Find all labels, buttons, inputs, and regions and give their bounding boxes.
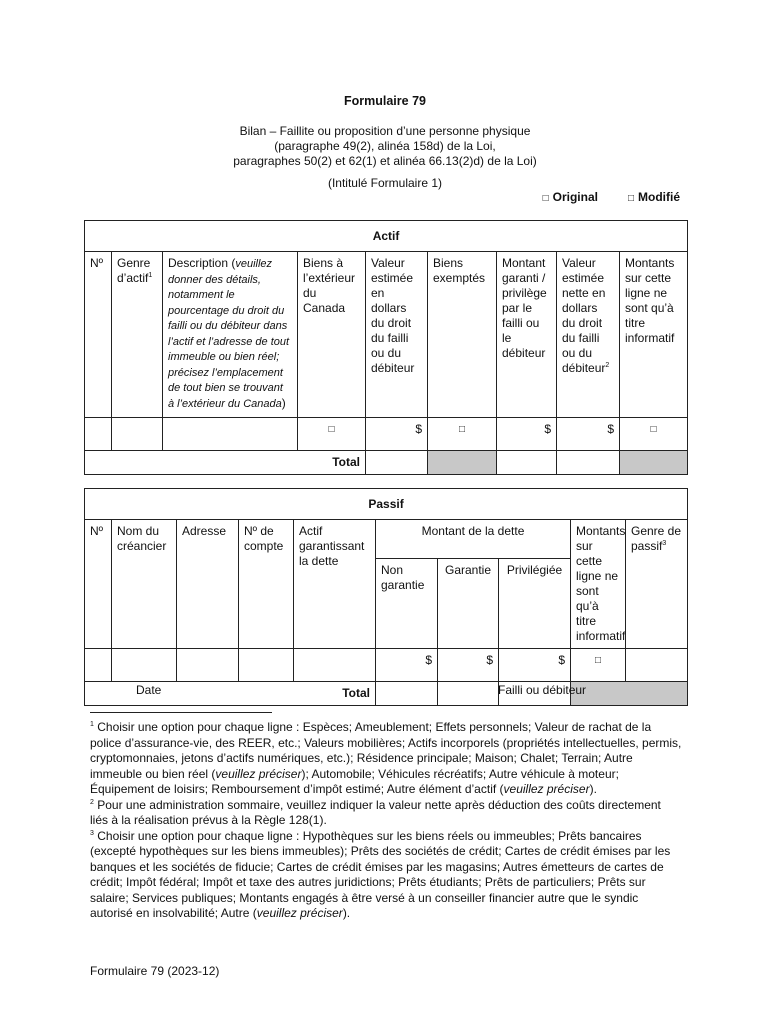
- passif-total-shaded: [571, 682, 688, 706]
- form-title: Formulaire 79: [344, 94, 426, 108]
- passif-header-no: Nº: [85, 520, 112, 649]
- actif-cell-montant-garanti[interactable]: $: [497, 418, 557, 451]
- footnote-2-text: Pour une administration sommaire, veuillez indiquer la valeur nette après déduction des coûts directement liés à la réalisation prévus à la Règle 128(1).: [90, 797, 661, 827]
- footnote-3-text-b: ).: [342, 906, 351, 920]
- actif-total-label: Total: [85, 451, 366, 475]
- original-label: Original: [552, 190, 598, 204]
- actif-header-exemptes: Biens exemptés: [428, 252, 497, 418]
- passif-cell-non-garantie[interactable]: $: [376, 649, 438, 682]
- footnote-ref-2: 2: [605, 362, 610, 369]
- passif-header-montant-dette: Montant de la dette: [376, 520, 571, 559]
- footnote-3-number: 3: [90, 829, 94, 837]
- actif-header-valeur-nette: [557, 252, 620, 418]
- footnote-1-text-c: ).: [589, 782, 597, 796]
- actif-total-valeur-nette[interactable]: [557, 451, 620, 475]
- modifie-option[interactable]: [628, 190, 680, 204]
- failli-signature-line[interactable]: [454, 681, 663, 682]
- failli-label: Failli ou débiteur: [498, 683, 587, 697]
- footnotes: [90, 720, 682, 922]
- version-checkboxes: [543, 190, 680, 204]
- footnote-1-number: 1: [90, 721, 94, 728]
- desc-close: ): [281, 395, 286, 410]
- footnote-separator: [90, 712, 272, 713]
- modifie-checkbox[interactable]: □: [627, 193, 634, 204]
- passif-cell-nom[interactable]: [112, 649, 177, 682]
- actif-cell-valeur-nette[interactable]: $: [557, 418, 620, 451]
- footnote-1: [90, 720, 682, 798]
- actif-header-informatif: Montants sur cette ligne ne sont qu’à titre informatif: [620, 252, 688, 418]
- desc-italic: veuillez donner des détails, notamment le pourcentage du droit du failli ou du débiteur dans l’actif et l’adresse de tout immeuble ou bien réel; précisez l’emplacement de tout bien se trouvant à l’extérieur du Canada: [168, 258, 290, 410]
- footnote-3: [90, 829, 682, 922]
- passif-header-actif-garantissant: Actif garantissant la dette: [294, 520, 376, 649]
- actif-cell-no[interactable]: [85, 418, 112, 451]
- original-checkbox[interactable]: □: [542, 193, 549, 204]
- actif-cell-informatif-checkbox[interactable]: □: [620, 418, 688, 451]
- actif-header-genre: [112, 252, 163, 418]
- subtitle-line-3: paragraphes 50(2) et 62(1) et alinéa 66.13(2)d) de la Loi): [233, 154, 537, 168]
- passif-cell-compte[interactable]: [239, 649, 294, 682]
- footnote-2: [90, 798, 682, 829]
- actif-cell-exterieur-checkbox[interactable]: □: [298, 418, 366, 451]
- actif-header-genre-text: Genre d’actif: [117, 256, 151, 285]
- passif-cell-adresse[interactable]: [177, 649, 239, 682]
- passif-header-non-garantie: Non garantie: [376, 559, 438, 649]
- actif-cell-description[interactable]: [163, 418, 298, 451]
- passif-total-garantie[interactable]: [438, 682, 499, 706]
- footnote-3-text-a: Choisir une option pour chaque ligne : Hypothèques sur les biens réels ou immeubles; Prêts bancaires (excepté hypothèques sur les biens immeubles); Prêts des sociétés de crédit; Cartes de crédit émises par les banques et les sociétés de fiducie; Cartes de crédit émises par les magasins; Autres émetteurs de cartes de crédit; Impôt fédéral; Impôt et taxe des autres juridictions; Prêts étudiants; Prêts de particuliers; Prêts sur salaire; Services publiques; Montants engagés à être versé à un conseiller financier autre que le syndic autorisé en insolvabilité; Autre (: [90, 828, 671, 920]
- original-option[interactable]: [543, 190, 598, 204]
- page-footer: Formulaire 79 (2023-12): [90, 964, 220, 978]
- form-subtitle: [0, 124, 770, 169]
- valeur-nette-text: Valeur estimée nette en dollars du droit du failli ou du débiteur: [562, 256, 606, 375]
- passif-cell-privilegiee[interactable]: $: [499, 649, 571, 682]
- passif-cell-garantie[interactable]: $: [438, 649, 499, 682]
- actif-total-valeur[interactable]: [366, 451, 428, 475]
- passif-title: Passif: [85, 489, 688, 520]
- passif-header-informatif: Montants sur cette ligne ne sont qu’à titre informatif: [571, 520, 626, 649]
- passif-entry-row: [85, 649, 688, 682]
- footnote-1-text-b: ); Automobile; Véhicules récréatifs; Autre véhicule à moteur; Équipement de loisirs; Remboursement d’impôt estimé; Autre élément d’actif (: [90, 766, 619, 796]
- footnote-1-italic-a: veuillez préciser: [215, 766, 302, 781]
- actif-table: [84, 220, 688, 475]
- modifie-label: Modifié: [638, 190, 680, 204]
- actif-header-no: Nº: [85, 252, 112, 418]
- passif-cell-no[interactable]: [85, 649, 112, 682]
- subtitle-line-2: (paragraphe 49(2), alinéa 158d) de la Loi,: [274, 139, 496, 153]
- passif-header-privilegiee: Privilégiée: [499, 559, 571, 649]
- actif-header-valeur: Valeur estimée en dollars du droit du failli ou du débiteur: [366, 252, 428, 418]
- actif-total-shaded-2: [620, 451, 688, 475]
- passif-total-label: Total: [85, 682, 376, 706]
- passif-header-nom: Nom du créancier: [112, 520, 177, 649]
- footnote-2-number: 2: [90, 798, 94, 806]
- actif-total-shaded: [428, 451, 497, 475]
- date-label: Date: [136, 683, 162, 697]
- passif-cell-informatif-checkbox[interactable]: □: [571, 649, 626, 682]
- passif-total-non-garantie[interactable]: [376, 682, 438, 706]
- actif-title: Actif: [85, 221, 688, 252]
- actif-header-description: [163, 252, 298, 418]
- genre-passif-text: Genre de passif: [631, 524, 682, 553]
- passif-header-adresse: Adresse: [177, 520, 239, 649]
- passif-cell-genre[interactable]: [626, 649, 688, 682]
- passif-cell-actif-garantissant[interactable]: [294, 649, 376, 682]
- actif-cell-genre[interactable]: [112, 418, 163, 451]
- intitule-note: (Intitulé Formulaire 1): [327, 176, 443, 190]
- desc-open: Description (: [168, 256, 236, 270]
- actif-cell-exemptes-checkbox[interactable]: □: [428, 418, 497, 451]
- passif-header-compte: Nº de compte: [239, 520, 294, 649]
- passif-header-genre: [626, 520, 688, 649]
- footnote-ref-1: 1: [148, 272, 153, 279]
- actif-header-montant-garanti: Montant garanti / privilège par le failli ou le débiteur: [497, 252, 557, 418]
- footnote-3-italic: veuillez préciser: [256, 906, 343, 920]
- footnote-1-italic-b: veuillez préciser: [503, 782, 590, 796]
- passif-table: [84, 488, 688, 706]
- subtitle-line-1: Bilan – Faillite ou proposition d’une personne physique: [239, 124, 531, 138]
- date-signature-line[interactable]: [91, 681, 267, 682]
- actif-header-exterieur: Biens à l’extérieur du Canada: [298, 252, 366, 418]
- actif-cell-valeur[interactable]: $: [366, 418, 428, 451]
- actif-entry-row: [85, 418, 688, 451]
- footnote-ref-3: 3: [662, 540, 667, 547]
- actif-total-montant-garanti[interactable]: [497, 451, 557, 475]
- footnote-1-text-a: Choisir une option pour chaque ligne : Espèces; Ameublement; Effets personnels; Valeur de rachat de la police d’assurance-vie, des REER, etc.; Valeurs mobilières; Actifs incorporels (propriétés intellectuelles, permis, cryptomonnaies, jetons d’actifs numériques, etc.); Résidence principale; Maison; Chalet; Terrain; Autre immeuble ou bien réel (: [90, 720, 682, 781]
- passif-header-garantie: Garantie: [438, 559, 499, 649]
